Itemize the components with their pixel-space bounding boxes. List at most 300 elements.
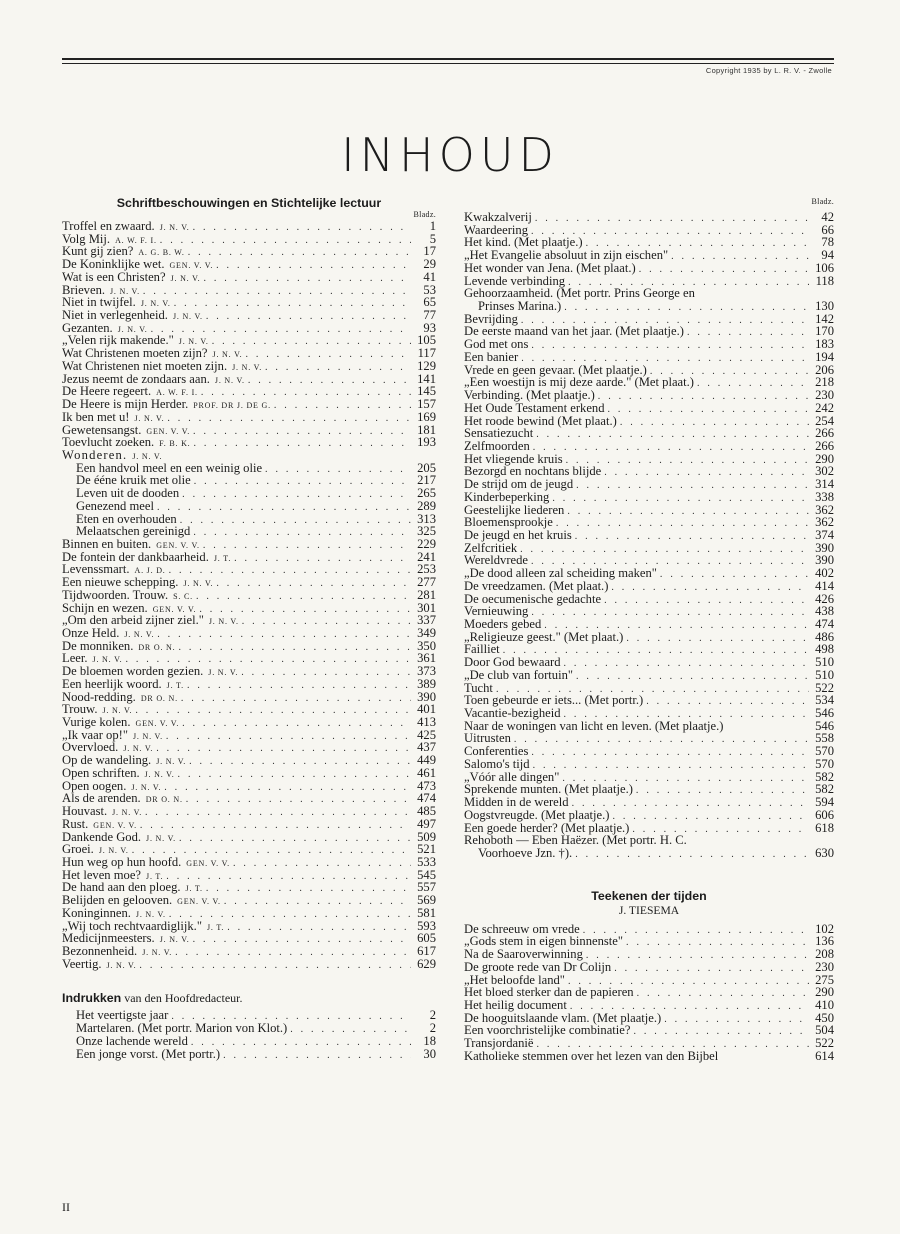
toc-entry-author: J. N. V. bbox=[159, 223, 190, 232]
dot-leader bbox=[664, 1014, 809, 1027]
dot-leader bbox=[166, 731, 411, 744]
toc-entry-title: Het heilig document bbox=[464, 997, 567, 1012]
toc-entry bbox=[464, 580, 834, 593]
toc-entry-title: Kwakzalverij bbox=[464, 210, 532, 224]
toc-entry-author: J. N. V. bbox=[178, 337, 209, 347]
toc-entry bbox=[464, 707, 834, 720]
dot-leader bbox=[178, 769, 411, 782]
toc-list-indrukken bbox=[62, 1009, 436, 1060]
dot-leader bbox=[274, 400, 411, 413]
copyright-notice: Copyright 1935 by L. R. V. - Zwolle bbox=[705, 66, 832, 75]
dot-leader bbox=[196, 591, 411, 604]
toc-entry bbox=[464, 948, 834, 961]
toc-entry-title: Wat is een Christen? bbox=[62, 269, 166, 284]
toc-entry-author: J. N. V. bbox=[156, 757, 187, 767]
toc-entry-author: J. T. bbox=[206, 922, 225, 932]
dot-leader bbox=[265, 464, 411, 477]
toc-entry-title: Toevlucht zoeken. bbox=[62, 435, 155, 450]
toc-entry-page: 401 bbox=[417, 702, 436, 717]
dot-leader bbox=[203, 540, 411, 553]
toc-entry-author: J. N. V. bbox=[123, 744, 154, 754]
toc-entry bbox=[464, 669, 834, 682]
left-column bbox=[62, 196, 436, 1060]
toc-entry-page: 617 bbox=[417, 943, 436, 958]
toc-entry-continuation bbox=[464, 847, 834, 860]
toc-list-schrift bbox=[62, 220, 436, 970]
toc-entry-page: 275 bbox=[815, 972, 834, 987]
toc-entry-page: 362 bbox=[815, 515, 834, 530]
toc-entry-title: Eten en overhouden bbox=[76, 511, 177, 526]
toc-entry bbox=[464, 338, 834, 351]
dot-leader bbox=[533, 760, 809, 773]
dot-leader bbox=[203, 273, 411, 286]
toc-entry-page: 289 bbox=[417, 498, 436, 513]
toc-entry-title: Een banier bbox=[464, 349, 519, 364]
dot-leader bbox=[169, 565, 411, 578]
dot-leader bbox=[604, 595, 809, 608]
toc-entry-page: 350 bbox=[417, 638, 436, 653]
indrukken-heading-rest: van den Hoofdredacteur. bbox=[121, 991, 243, 1006]
toc-entry-page: 410 bbox=[815, 997, 834, 1012]
toc-entry bbox=[464, 402, 834, 415]
toc-entry bbox=[464, 999, 834, 1012]
toc-entry-page: 230 bbox=[815, 959, 834, 974]
toc-entry-author: DR O. N. bbox=[138, 642, 176, 652]
dot-leader bbox=[212, 336, 411, 349]
dot-leader bbox=[201, 387, 411, 400]
toc-entry-title: Tijdwoorden. Trouw. bbox=[62, 587, 169, 602]
toc-entry-title: „Het beloofde land" bbox=[464, 972, 565, 987]
toc-entry-title: Het kind. (Met plaatje.) bbox=[464, 235, 583, 250]
dot-leader bbox=[626, 633, 809, 646]
toc-entry-title: De bloemen worden gezien. bbox=[62, 664, 204, 679]
toc-entry-page: 230 bbox=[815, 388, 834, 403]
page-number: II bbox=[62, 1200, 70, 1214]
dot-leader bbox=[612, 811, 809, 824]
dot-leader bbox=[567, 506, 809, 519]
dot-leader bbox=[586, 950, 809, 963]
dot-leader bbox=[556, 518, 809, 531]
toc-entry-page: 402 bbox=[815, 566, 834, 581]
dot-leader bbox=[151, 324, 411, 337]
toc-entry-title: Zelfcritiek bbox=[464, 540, 518, 555]
toc-entry-page: 450 bbox=[815, 1010, 834, 1025]
toc-entry-title: Het leven moe? bbox=[62, 867, 142, 882]
toc-entry-author: A. W. F. I. bbox=[115, 235, 157, 245]
toc-entry-title: Medicijnmeesters. bbox=[62, 931, 155, 946]
toc-entry-page: 281 bbox=[417, 587, 436, 602]
dot-leader bbox=[188, 247, 411, 260]
toc-entry-title: Conferenties bbox=[464, 744, 529, 759]
dot-leader bbox=[626, 937, 809, 950]
toc-entry-page: 325 bbox=[417, 524, 436, 539]
toc-entry bbox=[62, 220, 436, 233]
toc-entry-author: J. N. V. bbox=[208, 617, 239, 627]
toc-entry-page: 498 bbox=[815, 642, 834, 657]
toc-entry-title: Overvloed. bbox=[62, 740, 119, 755]
toc-entry-author: J. N. V. bbox=[134, 413, 165, 423]
toc-entry-title: Trouw. bbox=[62, 702, 98, 717]
toc-entry-title: Een goede herder? (Met plaatje.) bbox=[464, 820, 630, 835]
toc-entry bbox=[62, 907, 436, 920]
toc-entry-title: Vrede en geen gevaar. (Met plaatje.) bbox=[464, 362, 647, 377]
toc-entry bbox=[62, 958, 436, 971]
toc-entry-page: 105 bbox=[417, 333, 436, 348]
toc-entry-title: Bloemensprookje bbox=[464, 515, 553, 530]
toc-entry-page: 266 bbox=[815, 438, 834, 453]
toc-entry-title: De hooguitslaande vlam. (Met plaatje.) bbox=[464, 1010, 662, 1025]
toc-entry bbox=[62, 1048, 436, 1061]
toc-entry bbox=[464, 631, 834, 644]
toc-entry-title: Kinderbeperking bbox=[464, 489, 550, 504]
toc-entry-title: Naar de woningen van licht en leven. (Met plaatje.) bbox=[464, 718, 724, 733]
toc-entry-author: DR O. N. bbox=[145, 795, 183, 805]
toc-entry-title: Zelfmoorden bbox=[464, 438, 530, 453]
toc-entry-title: Kunt gij zien? bbox=[62, 244, 134, 259]
dot-leader bbox=[564, 658, 809, 671]
toc-entry-title: „Gods stem in eigen binnenste" bbox=[464, 934, 624, 949]
toc-entry-title: „Een woestijn is mij deze aarde." (Met plaat.) bbox=[464, 375, 694, 390]
toc-entry-author: J. N. V. bbox=[117, 324, 148, 334]
toc-entry-author: J. N. V. bbox=[208, 668, 239, 678]
dot-leader bbox=[576, 671, 809, 684]
toc-entry-author: J. N. V. bbox=[159, 935, 190, 945]
toc-entry-page: 266 bbox=[815, 426, 834, 441]
toc-entry-page: 2 bbox=[429, 1021, 436, 1036]
dot-leader bbox=[614, 963, 809, 976]
toc-entry-page: 169 bbox=[417, 409, 436, 424]
toc-entry-author: J. N. V. bbox=[131, 782, 162, 792]
toc-entry-author: DR O. N. bbox=[140, 693, 178, 703]
toc-list-right bbox=[464, 211, 834, 860]
toc-entry-author: J. N. V. bbox=[170, 273, 201, 283]
toc-entry bbox=[464, 656, 834, 669]
toc-entry-page: 594 bbox=[815, 795, 834, 810]
toc-entry bbox=[62, 576, 436, 589]
toc-entry-page: 361 bbox=[417, 651, 436, 666]
toc-entry-author: A. W. F. I. bbox=[156, 388, 198, 398]
toc-entry-page: 41 bbox=[423, 269, 436, 284]
toc-entry bbox=[62, 271, 436, 284]
dot-leader bbox=[199, 604, 411, 617]
toc-entry-title: Bezonnenheid. bbox=[62, 943, 138, 958]
toc-entry-author: J. N. V. bbox=[183, 579, 214, 589]
toc-entry-page: 389 bbox=[417, 676, 436, 691]
toc-entry-title: Een handvol meel en een weinig olie bbox=[76, 460, 263, 475]
toc-entry-title: Leer. bbox=[62, 651, 88, 666]
toc-entry-page: 17 bbox=[423, 244, 436, 259]
toc-entry bbox=[464, 491, 834, 504]
toc-entry-page: 94 bbox=[821, 248, 834, 263]
toc-entry-title: Wat Christenen niet moeten zijn. bbox=[62, 358, 228, 373]
toc-entry bbox=[62, 500, 436, 513]
dot-leader bbox=[193, 222, 411, 235]
toc-entry-title: „Religieuze geest." (Met plaat.) bbox=[464, 629, 624, 644]
dot-leader bbox=[194, 476, 411, 489]
toc-entry-title: Vacantie-bezigheid bbox=[464, 706, 561, 721]
toc-entry-title: Jezus neemt de zondaars aan. bbox=[62, 371, 210, 386]
toc-entry-title: Onze Held. bbox=[62, 626, 120, 640]
right-column bbox=[464, 197, 834, 1063]
toc-entry-title: Sprekende munten. (Met plaatje.) bbox=[464, 782, 633, 797]
toc-entry-title: Toen gebeurde er iets... (Met portr.) bbox=[464, 693, 644, 708]
toc-entry-author: J. N. V. bbox=[146, 833, 176, 843]
toc-entry bbox=[62, 665, 436, 678]
toc-entry bbox=[62, 767, 436, 780]
toc-entry-title: Wonderen. bbox=[62, 447, 128, 462]
dot-leader bbox=[575, 531, 809, 544]
toc-entry-page: 474 bbox=[815, 617, 834, 631]
dot-leader bbox=[533, 442, 809, 455]
toc-entry-page: 302 bbox=[815, 464, 834, 479]
toc-entry-title: „Het Evangelie absoluut in zijn eischen" bbox=[464, 248, 669, 263]
toc-entry-page: 414 bbox=[815, 578, 834, 593]
toc-entry-page: 593 bbox=[417, 918, 436, 933]
toc-entry-page: 218 bbox=[815, 375, 834, 390]
dot-leader bbox=[169, 909, 411, 922]
toc-entry-title: Salomo's tijd bbox=[464, 756, 530, 771]
toc-entry-title: Koninginnen. bbox=[62, 905, 131, 920]
dot-leader bbox=[178, 642, 411, 655]
toc-entry-page: 253 bbox=[417, 562, 436, 577]
toc-entry-page: 181 bbox=[417, 422, 436, 437]
dot-leader bbox=[552, 493, 809, 506]
toc-entry-title: Houvast. bbox=[62, 804, 108, 819]
toc-entry-author: GEN. V. V. bbox=[169, 261, 214, 271]
toc-entry bbox=[464, 389, 834, 402]
toc-entry bbox=[464, 249, 834, 262]
dot-leader bbox=[206, 311, 411, 324]
toc-entry-title: Het roode bewind (Met plaat.) bbox=[464, 413, 617, 428]
toc-entry-author: J. N. V. bbox=[140, 299, 171, 309]
toc-entry-page: 558 bbox=[815, 731, 834, 746]
toc-entry-page: 545 bbox=[417, 867, 436, 882]
toc-entry-title: Als de arenden. bbox=[62, 791, 141, 806]
toc-entry bbox=[464, 567, 834, 580]
dot-leader bbox=[514, 734, 809, 747]
dot-leader bbox=[265, 362, 411, 375]
toc-entry-title: Het bloed sterker dan de papieren bbox=[464, 985, 634, 1000]
toc-entry-title: Midden in de wereld bbox=[464, 795, 569, 810]
toc-entry-title: Martelaren. (Met portr. Marion von Klot.) bbox=[76, 1021, 288, 1036]
toc-entry-title: Oogstvreugde. (Met plaatje.) bbox=[464, 807, 610, 822]
toc-entry-page: 78 bbox=[821, 235, 834, 250]
toc-entry-page: 1 bbox=[429, 219, 436, 233]
dot-leader bbox=[181, 693, 411, 706]
dot-leader bbox=[234, 553, 411, 566]
toc-entry-page: 136 bbox=[815, 934, 834, 949]
toc-entry-author: J. N. V. bbox=[106, 960, 137, 970]
dot-leader bbox=[182, 489, 411, 502]
toc-entry-page: 141 bbox=[417, 371, 436, 386]
toc-entry-page: 509 bbox=[417, 829, 436, 844]
toc-entry-page: 254 bbox=[815, 413, 834, 428]
toc-entry-title: Een nieuwe schepping. bbox=[62, 575, 179, 590]
toc-entry-page: 504 bbox=[815, 1023, 834, 1038]
toc-entry-page: 157 bbox=[417, 397, 436, 412]
toc-entry-page: 194 bbox=[815, 349, 834, 364]
dot-leader bbox=[164, 782, 411, 795]
toc-entry-author: GEN. V. V. bbox=[186, 858, 230, 868]
toc-entry-page: 486 bbox=[815, 629, 834, 644]
toc-entry-title: Op de wandeling. bbox=[62, 753, 152, 768]
toc-entry-title: Gewetensangst. bbox=[62, 422, 142, 437]
toc-entry-author: A. J. D. bbox=[134, 566, 166, 576]
dot-leader bbox=[520, 544, 809, 557]
toc-entry-page: 426 bbox=[815, 591, 834, 606]
dot-leader bbox=[611, 582, 809, 595]
toc-entry bbox=[464, 618, 834, 631]
toc-entry-author: J. T. bbox=[166, 680, 184, 690]
toc-entry-title: Nood-redding. bbox=[62, 689, 136, 704]
toc-entry-page: 290 bbox=[815, 985, 834, 1000]
toc-entry-title: Rust. bbox=[62, 816, 89, 831]
toc-entry-page: 106 bbox=[815, 260, 834, 275]
toc-entry-title: Waardeering bbox=[464, 222, 529, 237]
dot-leader bbox=[139, 960, 411, 973]
toc-entry-page: 313 bbox=[417, 511, 436, 526]
section-heading-schrift: Schriftbeschouwingen en Stichtelijke lectuur bbox=[116, 196, 382, 210]
top-rule bbox=[62, 58, 834, 64]
toc-entry bbox=[464, 529, 834, 542]
dot-leader bbox=[604, 467, 809, 480]
toc-entry-page: 390 bbox=[815, 553, 834, 568]
dot-leader bbox=[242, 616, 411, 629]
toc-entry-page: 605 bbox=[417, 931, 436, 946]
toc-entry-page: 205 bbox=[417, 460, 436, 475]
dot-leader bbox=[216, 260, 411, 273]
toc-entry bbox=[62, 716, 436, 729]
toc-entry-title: Het Oude Testament erkend bbox=[464, 400, 605, 415]
toc-entry-title: Levenssmart. bbox=[62, 562, 130, 577]
toc-entry-author: J. N. V. bbox=[142, 947, 173, 957]
dot-leader bbox=[157, 502, 411, 515]
toc-entry-title: Levende verbinding bbox=[464, 273, 566, 288]
toc-entry-title: Wereldvrede bbox=[464, 553, 529, 568]
dot-leader bbox=[175, 947, 411, 960]
toc-entry-title: Het vliegende kruis bbox=[464, 451, 563, 466]
toc-entry bbox=[62, 678, 436, 691]
dot-leader bbox=[186, 794, 411, 807]
dot-leader bbox=[180, 515, 411, 528]
toc-entry-title: Een jonge vorst. (Met portr.) bbox=[76, 1046, 221, 1061]
toc-entry-title: Failliet bbox=[464, 642, 500, 657]
dot-leader bbox=[637, 988, 809, 1001]
toc-entry bbox=[62, 894, 436, 907]
dot-leader bbox=[290, 1024, 411, 1037]
toc-entry-title-cont: Prinses Marina.) bbox=[478, 299, 562, 314]
toc-entry-page: 2 bbox=[429, 1008, 436, 1023]
toc-entry bbox=[464, 262, 834, 275]
toc-entry-page: 437 bbox=[417, 740, 436, 755]
toc-entry-author: A. G. B. W. bbox=[138, 248, 185, 258]
toc-entry-author: J. N. V. bbox=[172, 312, 203, 322]
toc-entry-page: 129 bbox=[417, 358, 436, 373]
dot-leader bbox=[157, 629, 411, 642]
dot-leader bbox=[167, 413, 411, 426]
dot-leader bbox=[135, 705, 411, 718]
toc-entry-title: Verbinding. (Met plaatje.) bbox=[464, 388, 595, 403]
toc-entry-page: 229 bbox=[417, 536, 436, 551]
toc-entry-title: De schreeuw om vrede bbox=[464, 921, 580, 936]
toc-entry-title: Belijden en gelooven. bbox=[62, 893, 173, 908]
toc-entry bbox=[62, 538, 436, 551]
toc-entry-page: 42 bbox=[821, 210, 834, 224]
toc-entry bbox=[62, 1035, 436, 1048]
toc-entry-author: J. N. V. bbox=[132, 731, 163, 741]
toc-entry-author: J. N. V. bbox=[214, 375, 245, 385]
toc-entry bbox=[62, 627, 436, 640]
toc-entry-page: 510 bbox=[815, 667, 834, 682]
toc-entry-title: Het wonder van Jena. (Met plaat.) bbox=[464, 260, 636, 275]
toc-entry-page: 117 bbox=[417, 346, 436, 361]
toc-entry-title: De fontein der dankbaarheid. bbox=[62, 549, 209, 564]
toc-entry-page: 102 bbox=[815, 921, 834, 936]
toc-entry bbox=[62, 831, 436, 844]
toc-entry-author: GEN. V. V. bbox=[146, 426, 191, 436]
bladz-label-right: Bladz. bbox=[811, 197, 834, 206]
dot-leader bbox=[182, 718, 411, 731]
toc-entry-title: „De dood alleen zal scheiding maken" bbox=[464, 566, 657, 581]
toc-entry-page: 557 bbox=[417, 880, 436, 895]
toc-entry-title: Uitrusten bbox=[464, 731, 511, 746]
toc-entry-author: J. N. V. bbox=[132, 451, 163, 461]
page-title: INHOUD bbox=[341, 128, 559, 182]
toc-entry-page: 66 bbox=[821, 222, 834, 237]
toc-entry-page: 485 bbox=[417, 804, 436, 819]
toc-entry-author: J. N. V. bbox=[102, 706, 133, 716]
toc-entry-title: De hand aan den ploeg. bbox=[62, 880, 181, 895]
toc-entry-page: 301 bbox=[417, 600, 436, 615]
toc-entry-page: 630 bbox=[815, 845, 834, 860]
toc-entry bbox=[62, 360, 436, 373]
dot-leader bbox=[660, 569, 809, 582]
toc-entry-title: Transjordanië bbox=[464, 1036, 534, 1051]
toc-entry-page: 522 bbox=[815, 1036, 834, 1051]
toc-entry-title: De groote rede van Dr Colijn bbox=[464, 959, 612, 974]
toc-entry-page: 618 bbox=[815, 820, 834, 835]
toc-entry-title: Bezorgd en nochtans blijde bbox=[464, 464, 602, 479]
toc-entry-title: De ééne kruik met olie bbox=[76, 473, 191, 488]
toc-entry bbox=[62, 589, 436, 602]
dot-leader bbox=[620, 417, 809, 430]
toc-entry-page: 474 bbox=[417, 791, 436, 806]
toc-entry-title: Een heerlijk woord. bbox=[62, 676, 162, 691]
toc-entry-title: Vurige kolen. bbox=[62, 715, 131, 730]
dot-leader bbox=[646, 696, 809, 709]
dot-leader bbox=[245, 349, 411, 362]
toc-entry-title: Vernieuwing bbox=[464, 604, 529, 619]
toc-entry-title: De Heere regeert. bbox=[62, 384, 152, 399]
toc-entry bbox=[62, 805, 436, 818]
toc-entry bbox=[62, 640, 436, 653]
toc-entry-title: Sensatiezucht bbox=[464, 426, 534, 441]
toc-entry-page: 582 bbox=[815, 769, 834, 784]
dot-leader bbox=[156, 743, 411, 756]
toc-entry-title: Niet in twijfel. bbox=[62, 295, 136, 310]
toc-entry-author: J. T. bbox=[146, 871, 164, 881]
toc-entry-title: Groei. bbox=[62, 842, 94, 857]
toc-entry-page: 206 bbox=[815, 362, 834, 377]
toc-entry-author: J. N. V. bbox=[124, 630, 155, 639]
dot-leader bbox=[531, 747, 809, 760]
toc-entry-title: „Wij toch rechtvaardiglijk." bbox=[62, 918, 202, 933]
toc-entry-title: „De club van fortuin" bbox=[464, 667, 574, 682]
dot-leader bbox=[174, 298, 411, 311]
toc-entry-author: PROF. DR J. DE G. bbox=[193, 401, 271, 411]
toc-entry-page: 521 bbox=[417, 842, 436, 857]
toc-entry-page: 337 bbox=[417, 613, 436, 628]
